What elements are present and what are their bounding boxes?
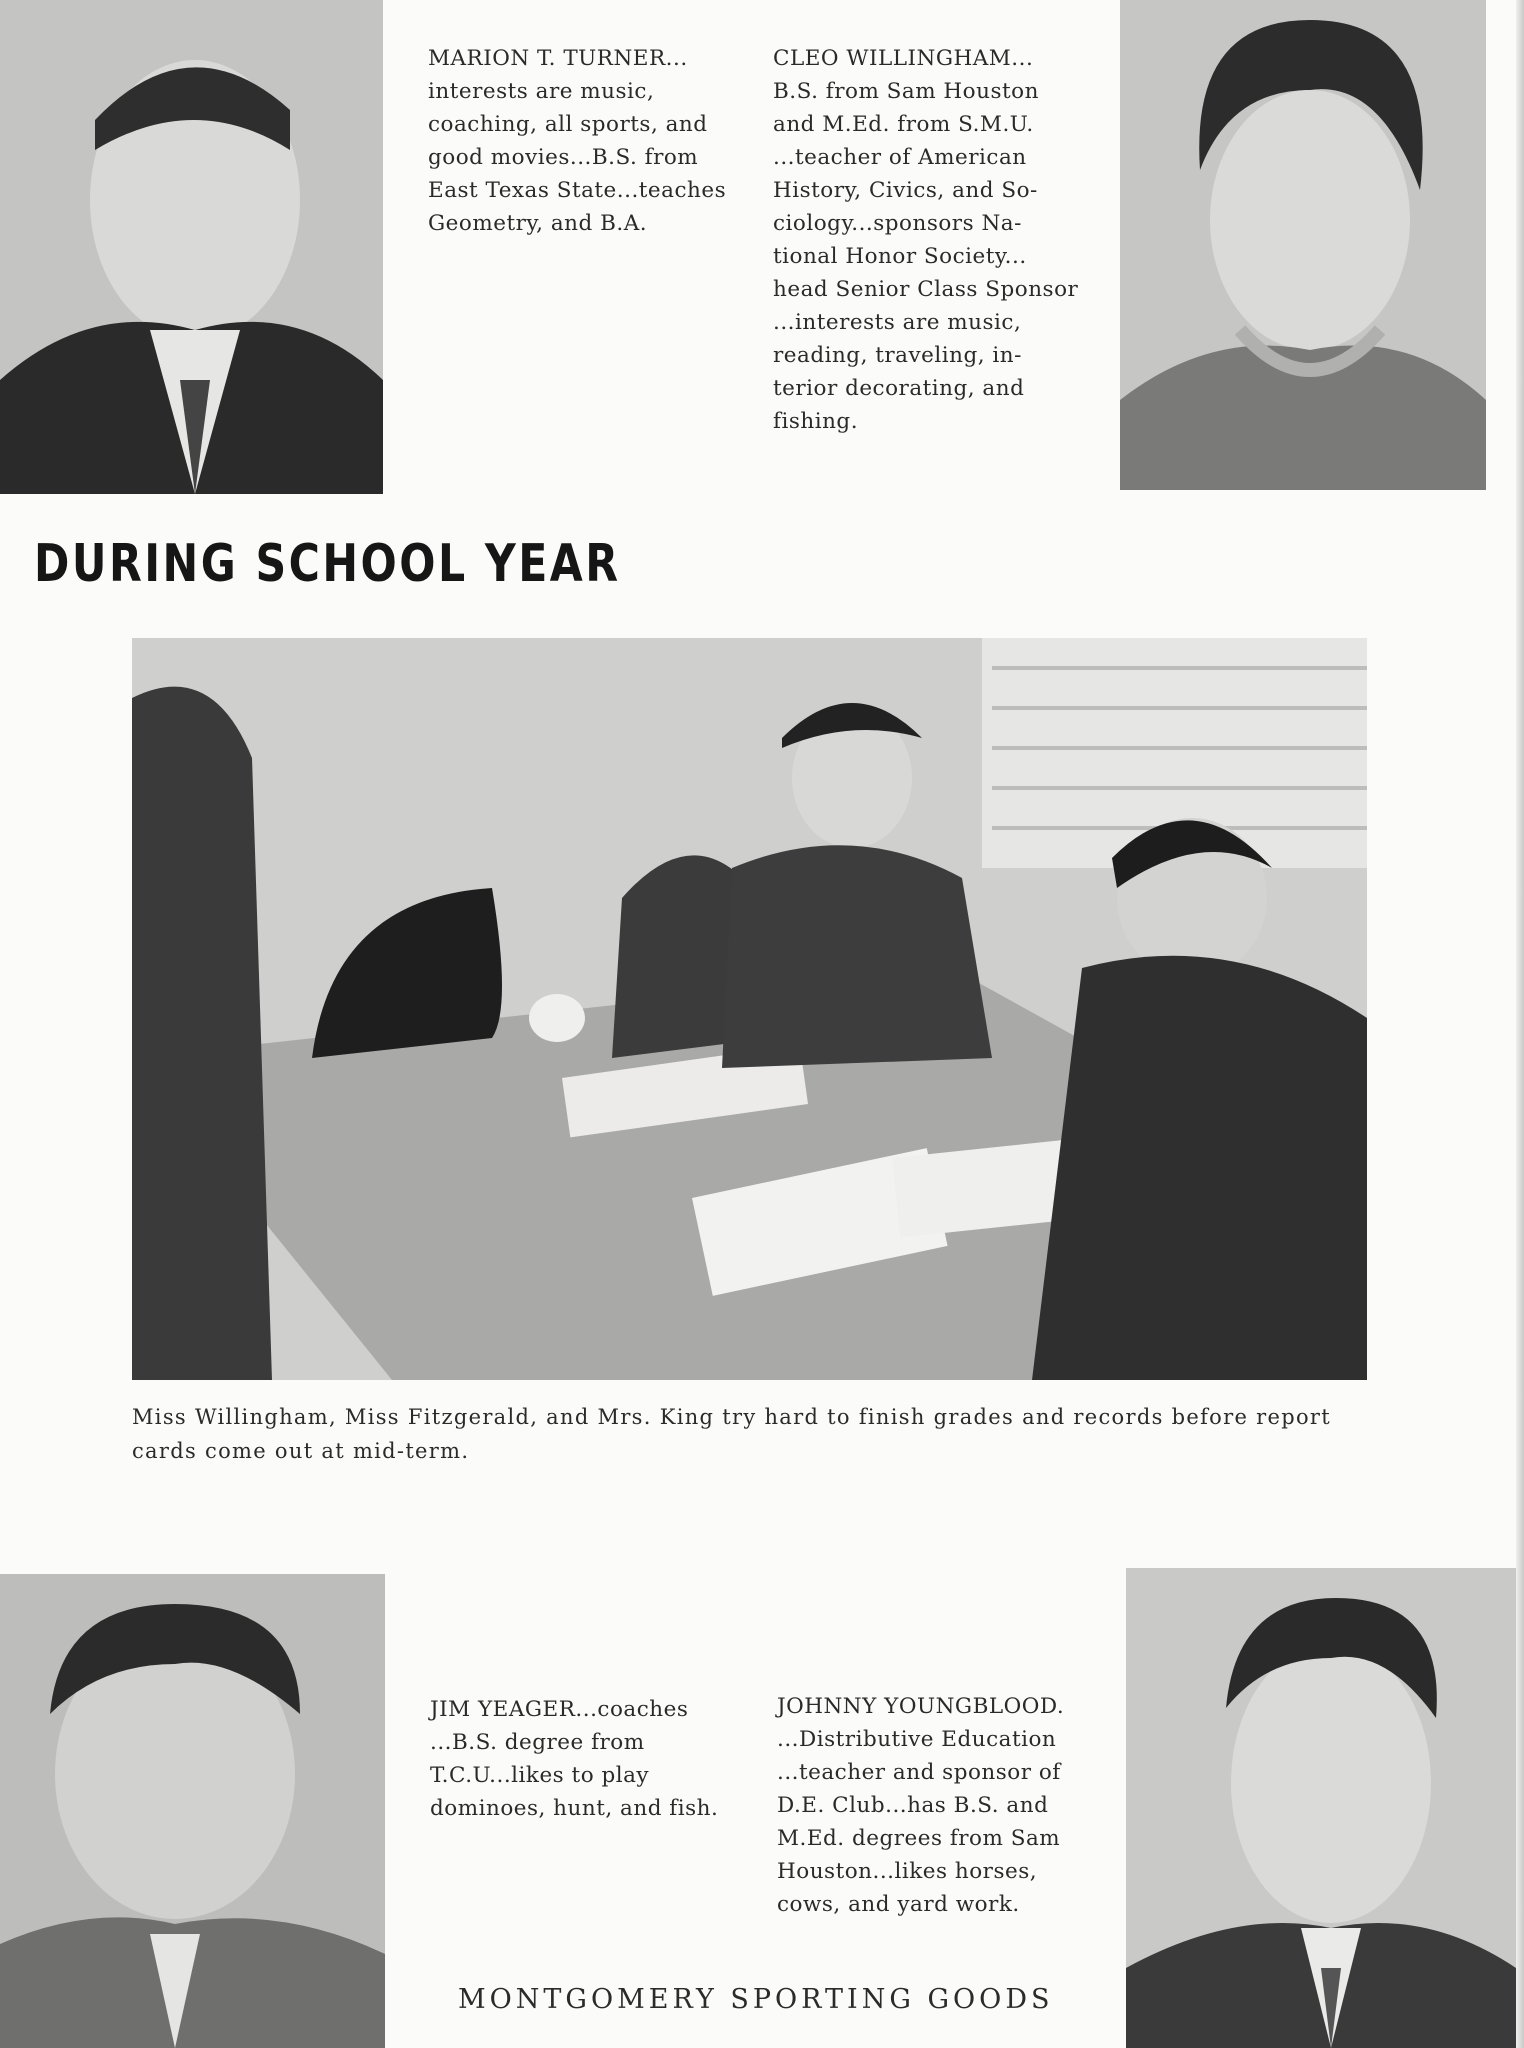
bio-johnny-youngblood: JOHNNY YOUNGBLOOD. ...Distributive Education ...teacher and sponsor of D.E. Club...has B.S. and M.Ed. degrees from Sam Houston...likes horses, cows, and yard work. — [777, 1694, 1065, 1917]
portrait-jim-yeager — [0, 1574, 385, 2048]
portrait-marion-turner-image — [0, 0, 383, 494]
portrait-cleo-willingham-image — [1120, 0, 1486, 490]
group-photo-image — [132, 638, 1367, 1380]
section-heading: DURING SCHOOL YEAR — [34, 534, 621, 594]
portrait-marion-turner — [0, 0, 383, 494]
portrait-johnny-youngblood — [1126, 1568, 1516, 2048]
group-photo-teachers-at-table — [132, 638, 1367, 1380]
portrait-cleo-willingham — [1120, 0, 1486, 490]
footer-advertiser: MONTGOMERY SPORTING GOODS — [458, 1984, 1054, 2015]
group-photo-caption: Miss Willingham, Miss Fitzgerald, and Mrs. King try hard to finish grades and records before report cards come out at mid-term. — [132, 1405, 1331, 1463]
page-edge — [1516, 0, 1524, 2048]
portrait-johnny-youngblood-image — [1126, 1568, 1516, 2048]
portrait-jim-yeager-image — [0, 1574, 385, 2048]
bio-jim-yeager: JIM YEAGER...coaches ...B.S. degree from T.C.U...likes to play dominoes, hunt, and fish. — [430, 1697, 719, 1821]
bio-marion-turner: MARION T. TURNER... interests are music, coaching, all sports, and good movies...B.S. from East Texas State...teaches Geometry, and B.A. — [428, 46, 727, 236]
bio-cleo-willingham: CLEO WILLINGHAM... B.S. from Sam Houston and M.Ed. from S.M.U. ...teacher of American History, Civics, and So- ciology...sponsors Na- tional Honor Society... head Senior Class Sponsor ...interests are music, reading, traveling, in- terior decorating, and fishing. — [773, 46, 1079, 434]
